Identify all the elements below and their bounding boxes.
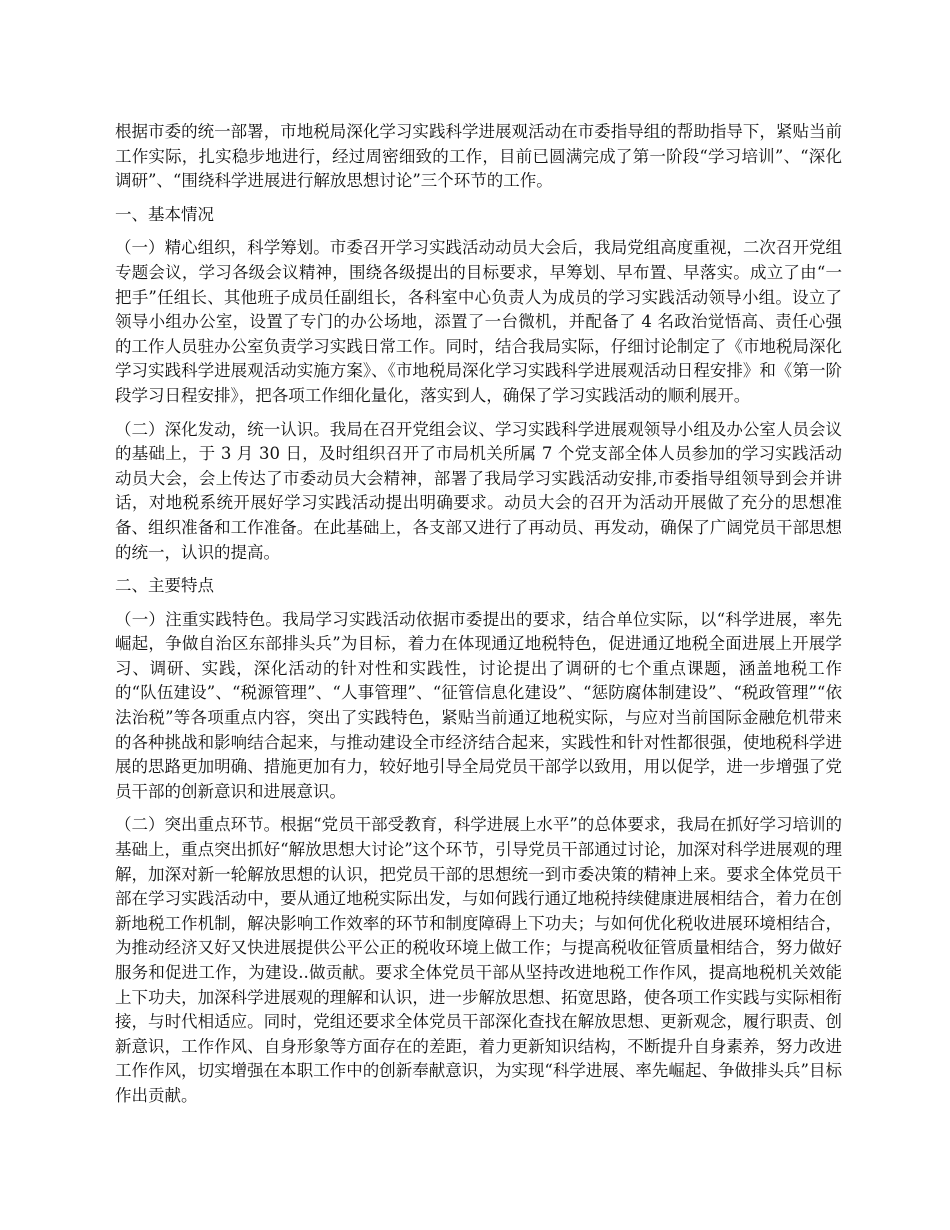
section-heading-main-features: 二、主要特点	[115, 576, 214, 596]
paragraph-deep-mobilization: （二）深化发动，统一认识。我局在召开党组会议、学习实践科学进展观领导小组及办公室人员会议的基础上，于 3 月 30 日，及时组织召开了市局机关所属 7 个党支部全体人员参加的学习实践活动动员大会，会上传达了市委动员大会精神，部署了我局学习实践活动安排,市委指导组领导到会并讲话，对地税系统开展好学习实践活动提出明确要求。动员大会的召开为活动开展做了充分的思想准备、组织准备和工作准备。在此基础上，各支部又进行了再动员、再发动，确保了广阔党员干部思想的统一，认识的提高。	[115, 419, 842, 562]
document-page	[115, 120, 842, 1118]
section-heading-basic-situation: 一、基本情况	[115, 204, 214, 224]
paragraph-practice-feature: （一）注重实践特色。我局学习实践活动依据市委提出的要求，结合单位实际，以“科学进展，率先崛起，争做自治区东部排头兵”为目标，着力在体现通辽地税特色，促进通辽地税全面进展上开展学习、调研、实践，深化活动的针对性和实践性，讨论提出了调研的七个重点课题，涵盖地税工作的“队伍建设”、“税源管理”、“人事管理”、“征管信息化建设”、“惩防腐体制建设”、“税政管理”“依法治税”等各项重点内容，突出了实践特色，紧贴当前通辽地税实际，与应对当前国际金融危机带来的各种挑战和影响结合起来，与推动建设全市经济结合起来，实践性和针对性都很强，使地税科学进展的思路更加明确、措施更加有力，较好地引导全局党员干部学以致用，用以促学，进一步增强了党员干部的创新意识和进展意识。	[115, 609, 842, 801]
paragraph-careful-organization: （一）精心组织，科学筹划。市委召开学习实践活动动员大会后，我局党组高度重视，二次召开党组专题会议，学习各级会议精神，围绕各级提出的目标要求，早筹划、早布置、早落实。成立了由“一把手”任组长、其他班子成员任副组长，各科室中心负责人为成员的学习实践活动领导小组。设立了领导小组办公室，设置了专门的办公场地，添置了一台微机，并配备了 4 名政治觉悟高、责任心强的工作人员驻办公室负责学习实践日常工作。同时，结合我局实际，仔细讨论制定了《市地税局深化学习实践科学进展观活动实施方案》、《市地税局深化学习实践科学进展观活动日程安排》和《第一阶段学习日程安排》，把各项工作细化量化，落实到人，确保了学习实践活动的顺利展开。	[115, 238, 842, 405]
intro-paragraph: 根据市委的统一部署，市地税局深化学习实践科学进展观活动在市委指导组的帮助指导下，紧贴当前工作实际，扎实稳步地进行，经过周密细致的工作，目前已圆满完成了第一阶段“学习培训”、“深化调研”、“围绕科学进展进行解放思想讨论”三个环节的工作。	[115, 122, 842, 191]
paragraph-key-links: （二）突出重点环节。根据“党员干部受教育，科学进展上水平”的总体要求，我局在抓好学习培训的基础上，重点突出抓好“解放思想大讨论”这个环节，引导党员干部通过讨论，加深对科学进展观的理解，加深对新一轮解放思想的认识，把党员干部的思想统一到市委决策的精神上来。要求全体党员干部在学习实践活动中，要从通辽地税实际出发，与如何践行通辽地税持续健康进展相结合，着力在创新地税工作机制，解决影响工作效率的环节和制度障碍上下功夫；与如何优化税收进展环境相结合，为推动经济又好又快进展提供公平公正的税收环境上做工作；与提高税收征管质量相结合，努力做好服务和促进工作，为建设..做贡献。要求全体党员干部从坚持改进地税工作作风，提高地税机关效能上下功夫，加深科学进展观的理解和认识，进一步解放思想、拓宽思路，使各项工作实践与实际相衔接，与时代相适应。同时，党组还要求全体党员干部深化查找在解放思想、更新观念，履行职责、创新意识，工作作风、自身形象等方面存在的差距，着力更新知识结构，不断提升自身素养，努力改进工作作风，切实增强在本职工作中的创新奉献意识，为实现“科学进展、率先崛起、争做排头兵”目标作出贡献。	[115, 815, 842, 1105]
